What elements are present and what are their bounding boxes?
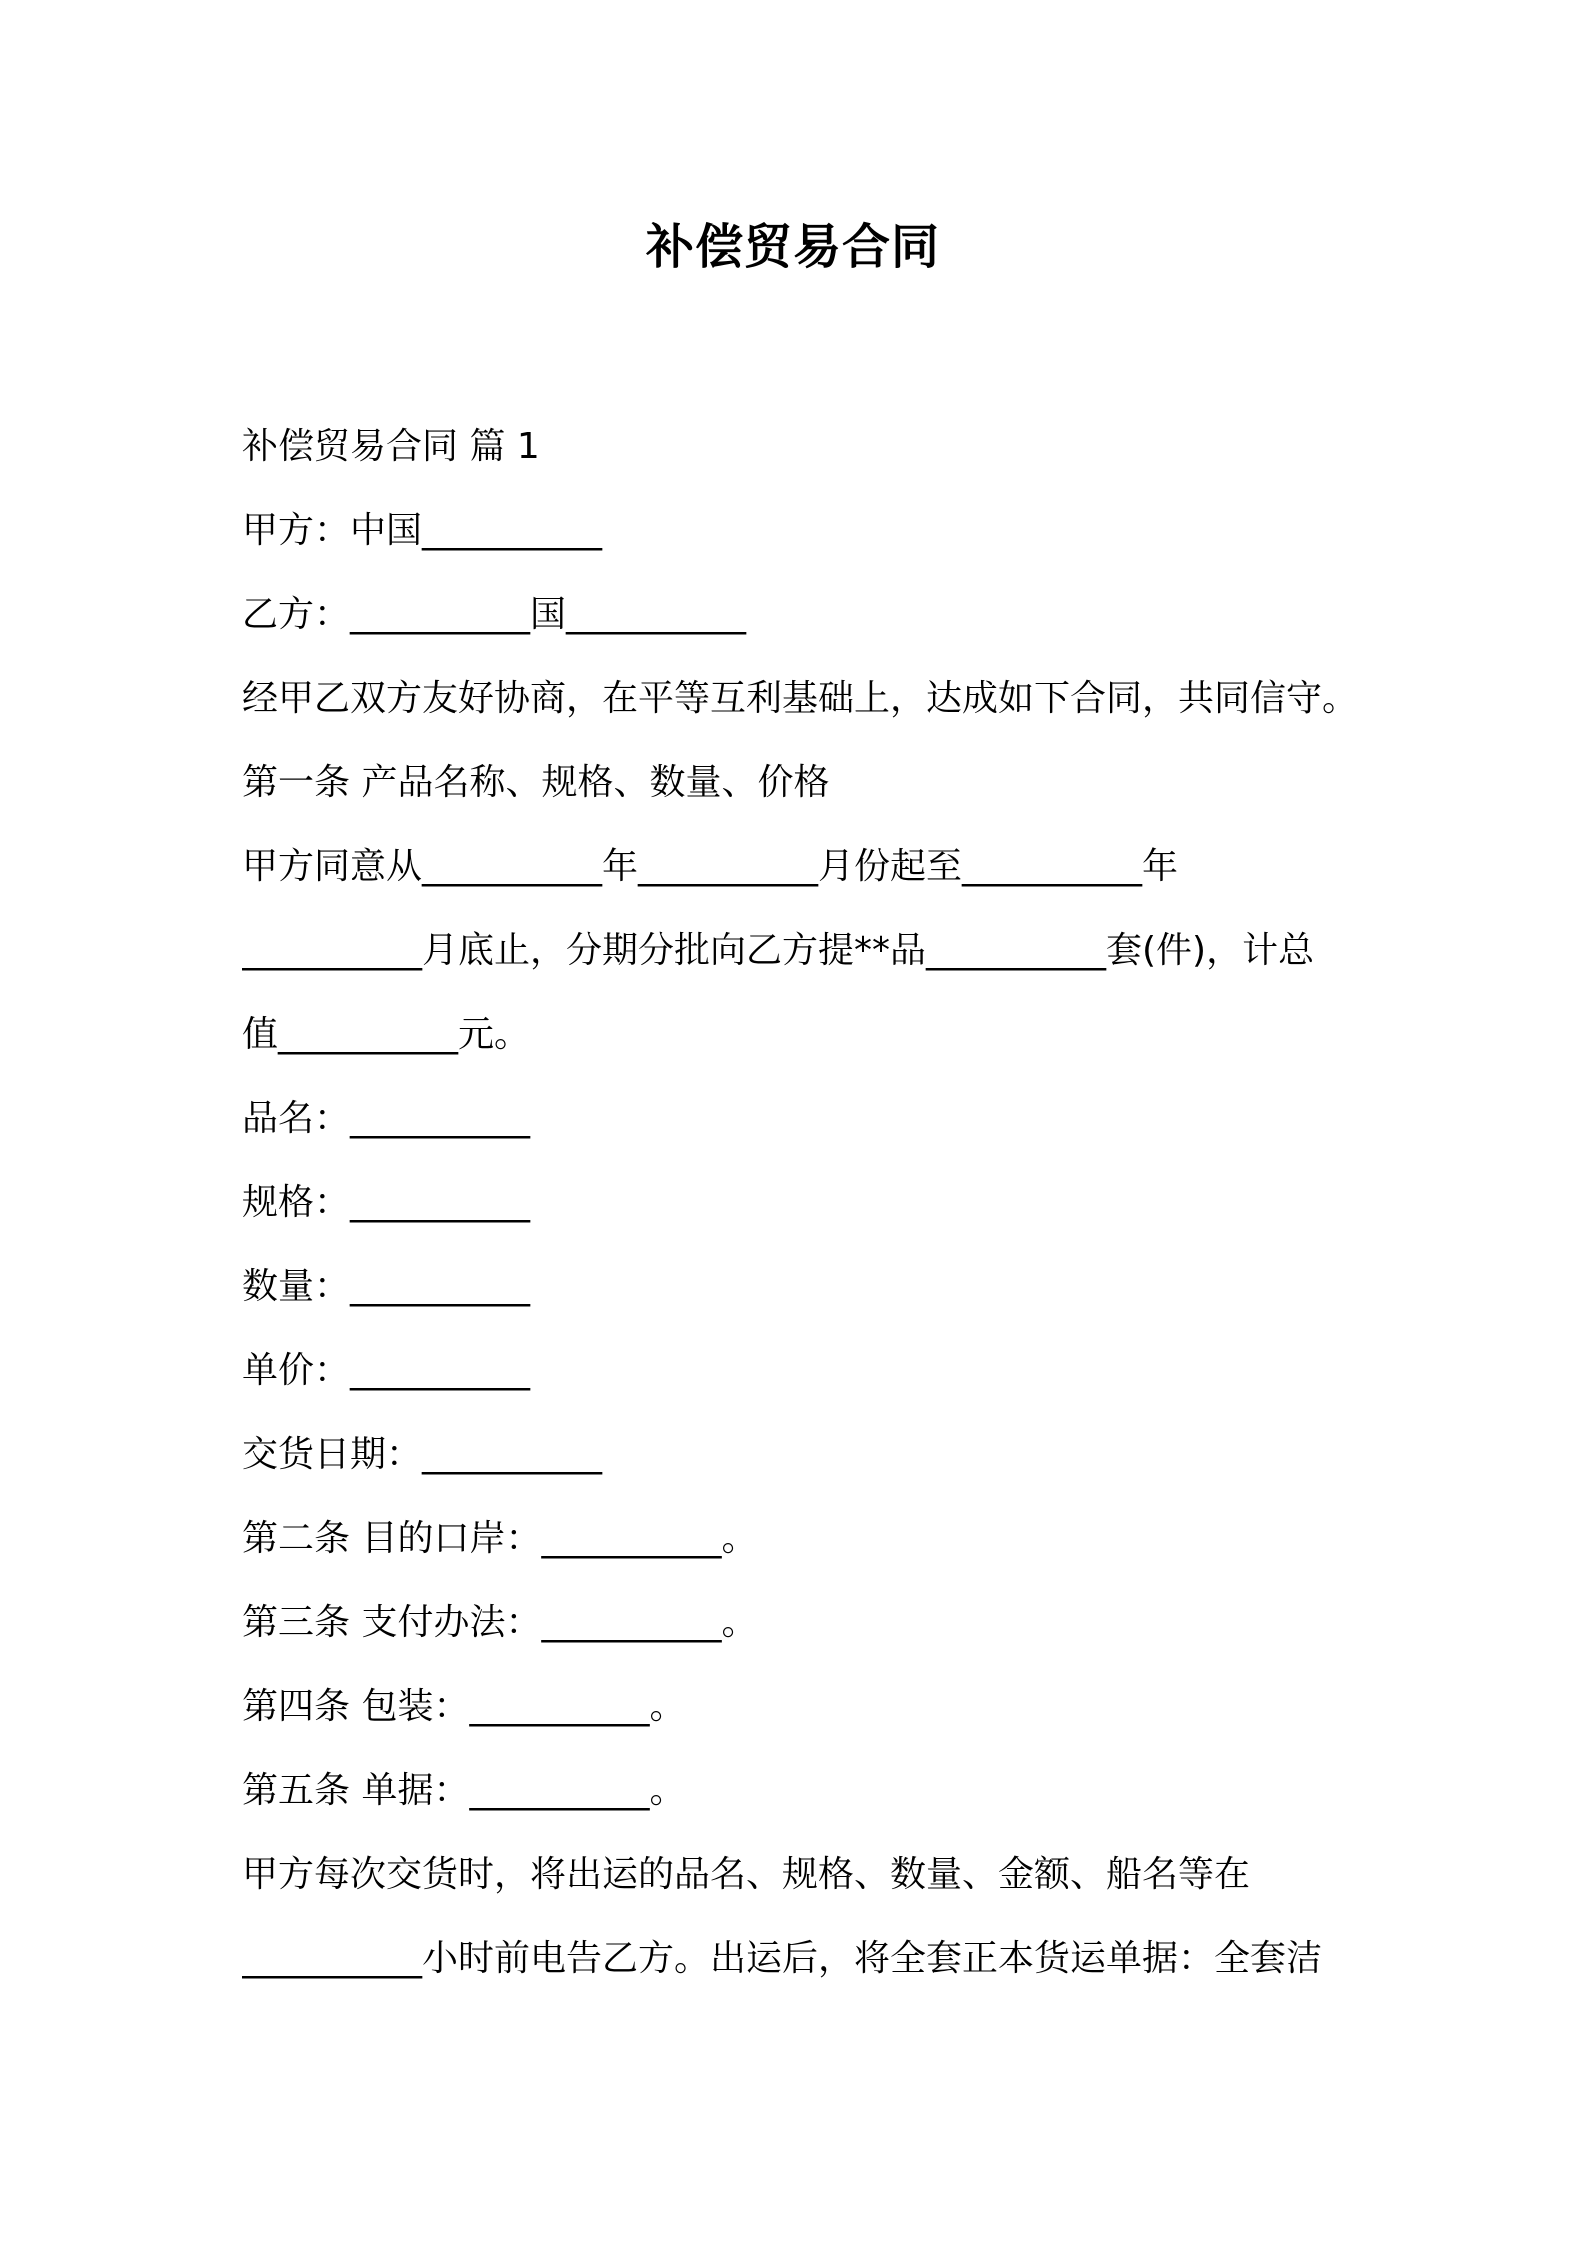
article-4-line: 第四条 包装：__________。 bbox=[242, 1686, 686, 1727]
article-2-line: 第二条 目的口岸：__________。 bbox=[242, 1518, 758, 1559]
paragraph-line: 甲方每次交货时，将出运的品名、规格、数量、金额、船名等在 bbox=[242, 1854, 1251, 1895]
preamble-line: 经甲乙双方友好协商，在平等互利基础上，达成如下合同，共同信守。 bbox=[242, 678, 1359, 719]
article-5-line: 第五条 单据：__________。 bbox=[242, 1770, 686, 1811]
document-title: 补偿贸易合同 bbox=[645, 219, 940, 275]
product-name-line: 品名：__________ bbox=[242, 1098, 531, 1139]
party-b-line: 乙方：__________国__________ bbox=[242, 594, 747, 635]
party-a-line: 甲方：中国__________ bbox=[242, 510, 603, 551]
section-heading: 补偿贸易合同 篇 1 bbox=[242, 426, 540, 467]
paragraph-line: __________月底止，分期分批向乙方提**品__________套(件)，计总 bbox=[242, 930, 1315, 971]
quantity-line: 数量：__________ bbox=[242, 1266, 531, 1307]
article-3-line: 第三条 支付办法：__________。 bbox=[242, 1602, 758, 1643]
unit-price-line: 单价：__________ bbox=[242, 1350, 531, 1391]
paragraph-line: 值__________元。 bbox=[242, 1014, 531, 1055]
paragraph-line: __________小时前电告乙方。出运后，将全套正本货运单据：全套洁 bbox=[242, 1938, 1323, 1979]
delivery-date-line: 交货日期：__________ bbox=[242, 1434, 603, 1475]
paragraph-line: 甲方同意从__________年__________月份起至__________年 bbox=[242, 846, 1179, 887]
specification-line: 规格：__________ bbox=[242, 1182, 531, 1223]
article-1-heading: 第一条 产品名称、规格、数量、价格 bbox=[242, 762, 830, 803]
document-body bbox=[242, 405, 1362, 2001]
